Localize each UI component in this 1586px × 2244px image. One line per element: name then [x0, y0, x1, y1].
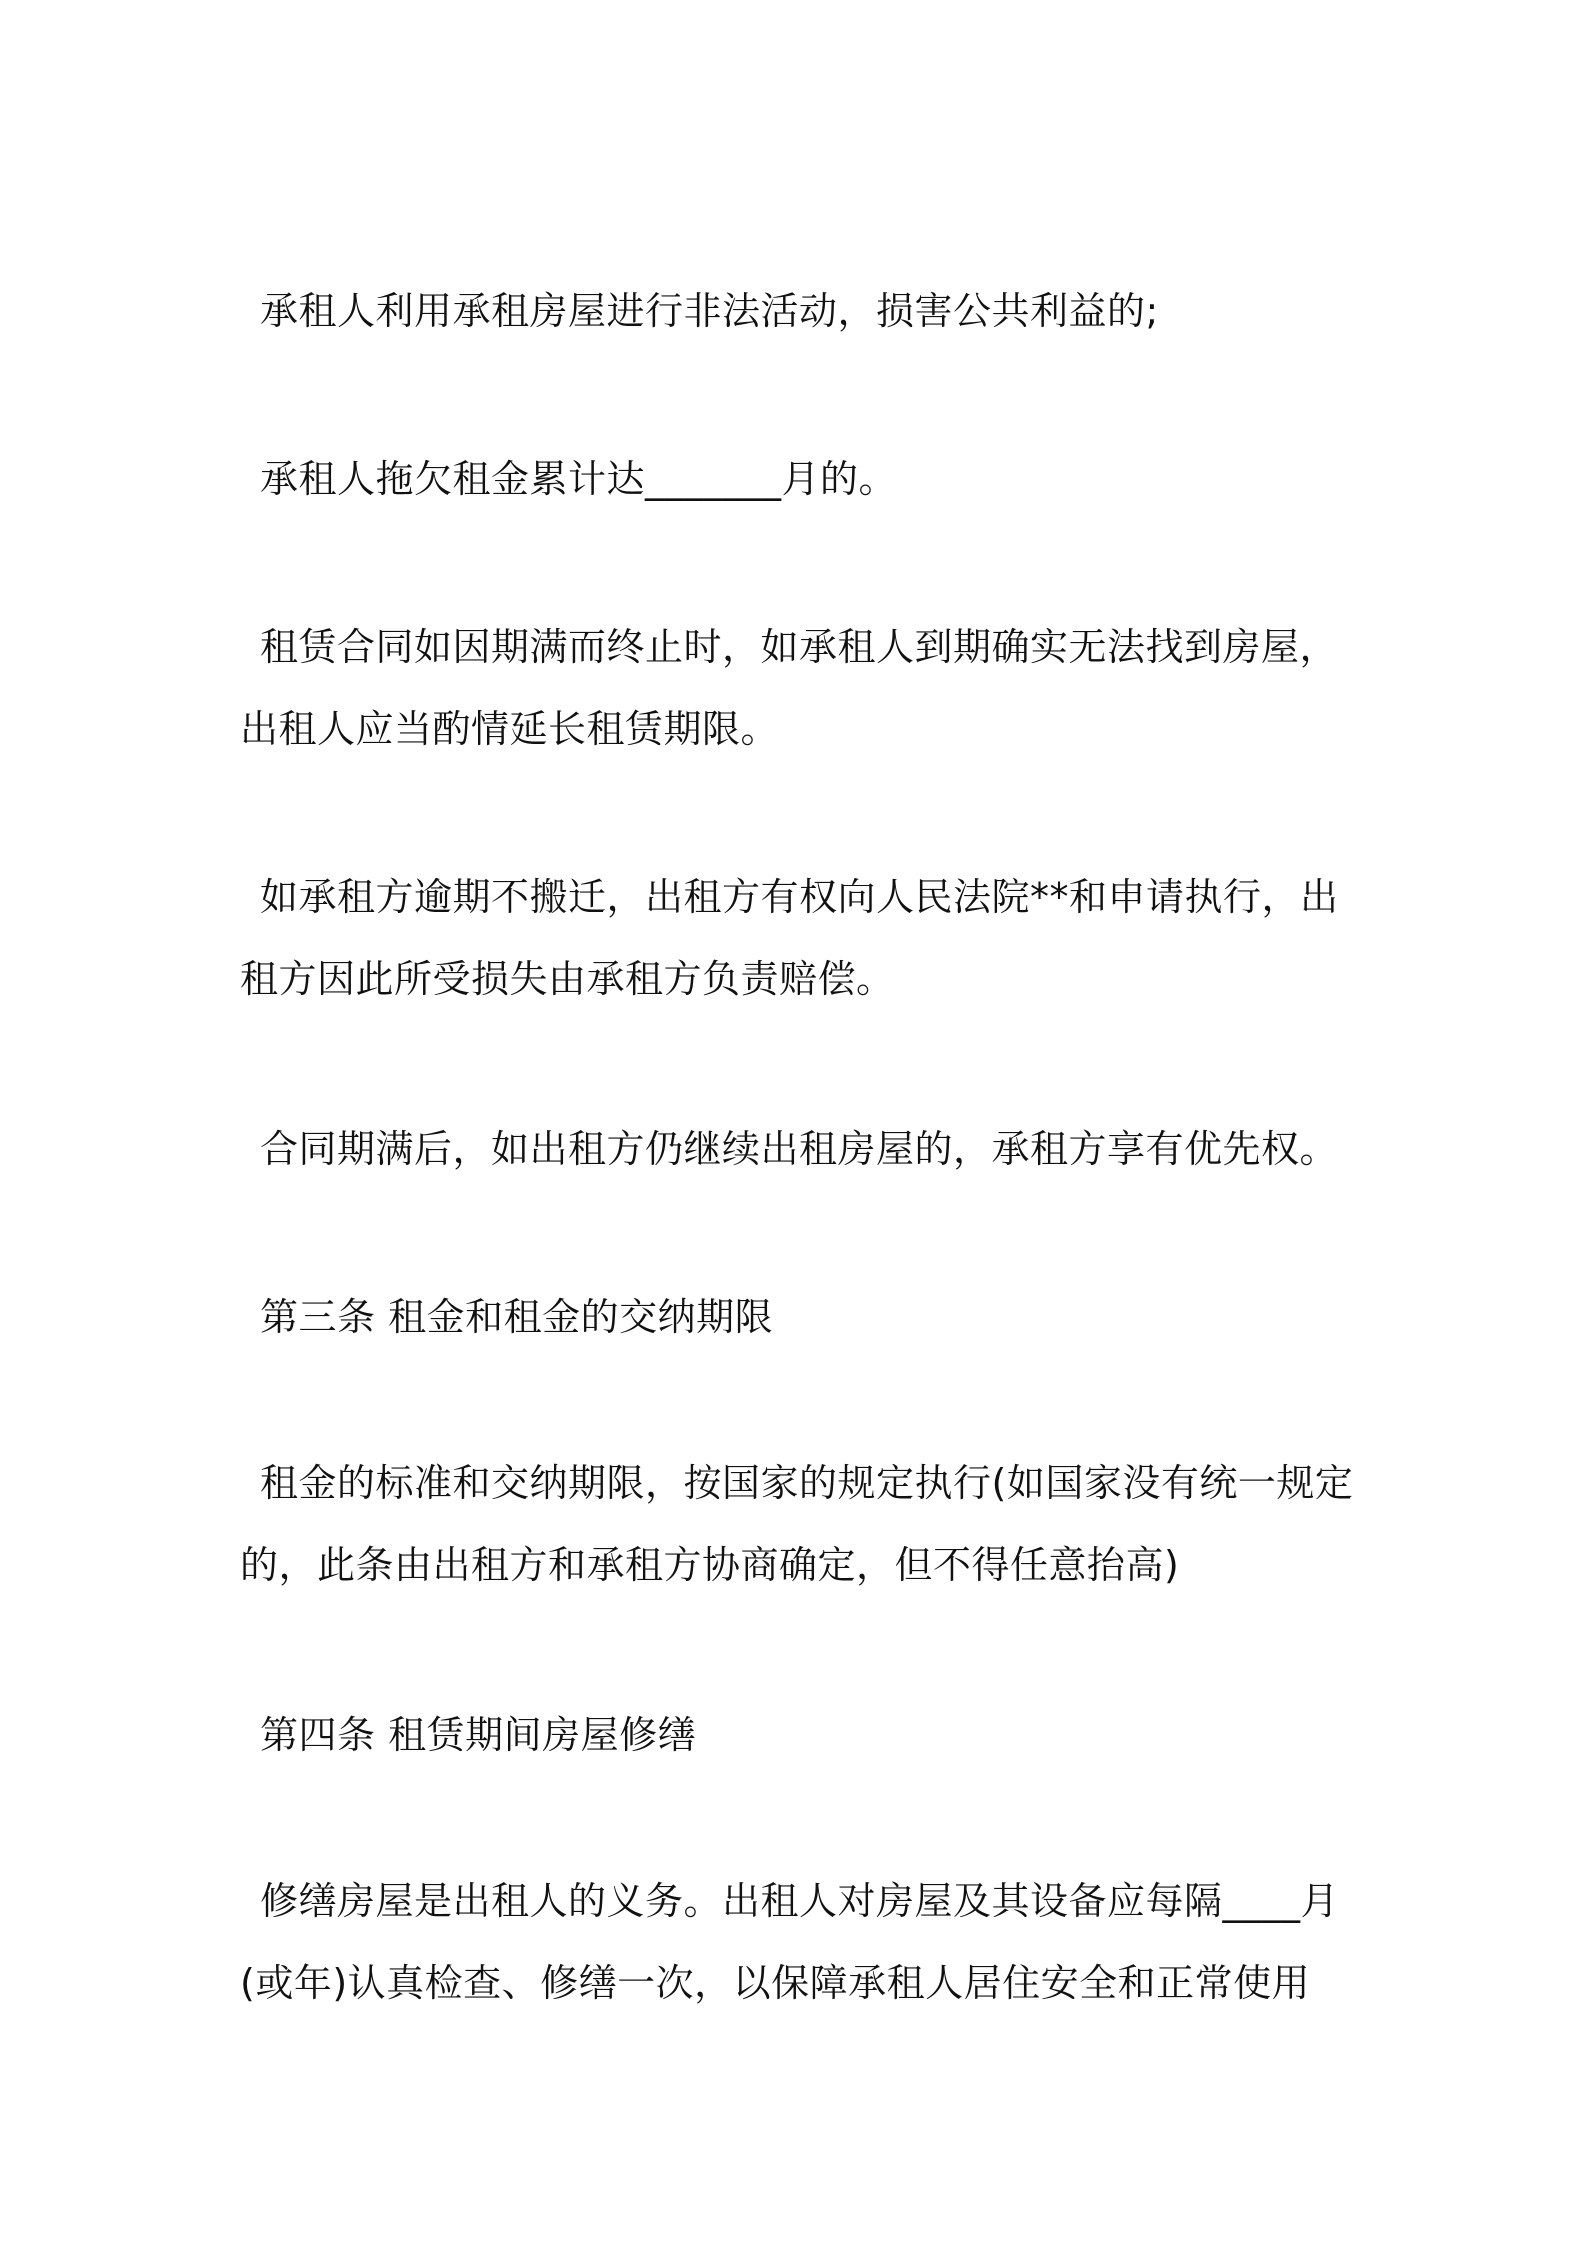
paragraph-repair-duty: 修缮房屋是出租人的义务。出租人对房屋及其设备应每隔____月(或年)认真检查、修缮一次，以保障承租人居住安全和正常使用	[240, 1879, 1340, 2005]
paragraph-rent-standard: 租金的标准和交纳期限，按国家的规定执行(如国家没有统一规定的，此条由出租方和承租方协商确定，但不得任意抬高)	[240, 1461, 1354, 1587]
paragraph-priority-right: 合同期满后，如出租方仍继续出租房屋的，承租方享有优先权。	[260, 1127, 1339, 1171]
paragraph-rent-arrears: 承租人拖欠租金累计达_______月的。	[260, 457, 898, 501]
paragraph-overdue-moving: 如承租方逾期不搬迁，出租方有权向人民法院**和申请执行，出租方因此所受损失由承租方负责赔偿。	[240, 875, 1339, 1001]
heading-article-3: 第三条 租金和租金的交纳期限	[260, 1295, 774, 1339]
paragraph-illegal-use: 承租人利用承租房屋进行非法活动，损害公共利益的;	[260, 289, 1159, 333]
heading-article-4: 第四条 租赁期间房屋修缮	[260, 1713, 697, 1757]
paragraph-lease-extension: 租赁合同如因期满而终止时，如承租人到期确实无法找到房屋，出租人应当酌情延长租赁期限。	[240, 625, 1339, 751]
